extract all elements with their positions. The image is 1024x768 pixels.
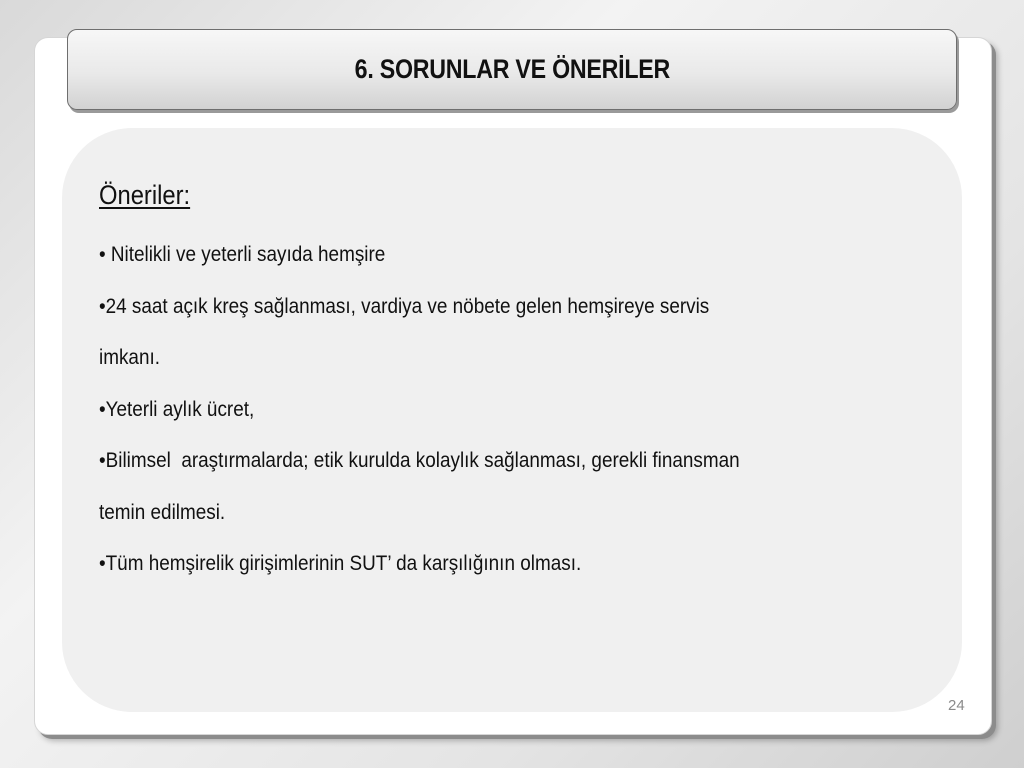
- page-number: 24: [948, 697, 965, 714]
- bullet-item: temin edilmesi.: [99, 499, 226, 524]
- bullet-item: •24 saat açık kreş sağlanması, vardiya ve nöbete gelen hemşireye servis: [99, 293, 710, 318]
- slide-title: 6. SORUNLAR VE ÖNERİLER: [354, 54, 670, 84]
- content-body: [99, 175, 919, 590]
- bullet-item: • Nitelikli ve yeterli sayıda hemşire: [99, 242, 386, 266]
- bullet-item: •Tüm hemşirelik girişimlerinin SUT’ da karşılığının olması.: [99, 551, 582, 575]
- title-bar: [67, 29, 957, 110]
- bullet-list: [99, 229, 919, 590]
- bullet-item: •Yeterli aylık ücret,: [99, 396, 255, 421]
- content-heading: Öneriler:: [99, 180, 191, 210]
- bullet-item: imkanı.: [99, 345, 160, 369]
- bullet-item: •Bilimsel araştırmalarda; etik kurulda kolaylık sağlanması, gerekli finansman: [99, 448, 740, 472]
